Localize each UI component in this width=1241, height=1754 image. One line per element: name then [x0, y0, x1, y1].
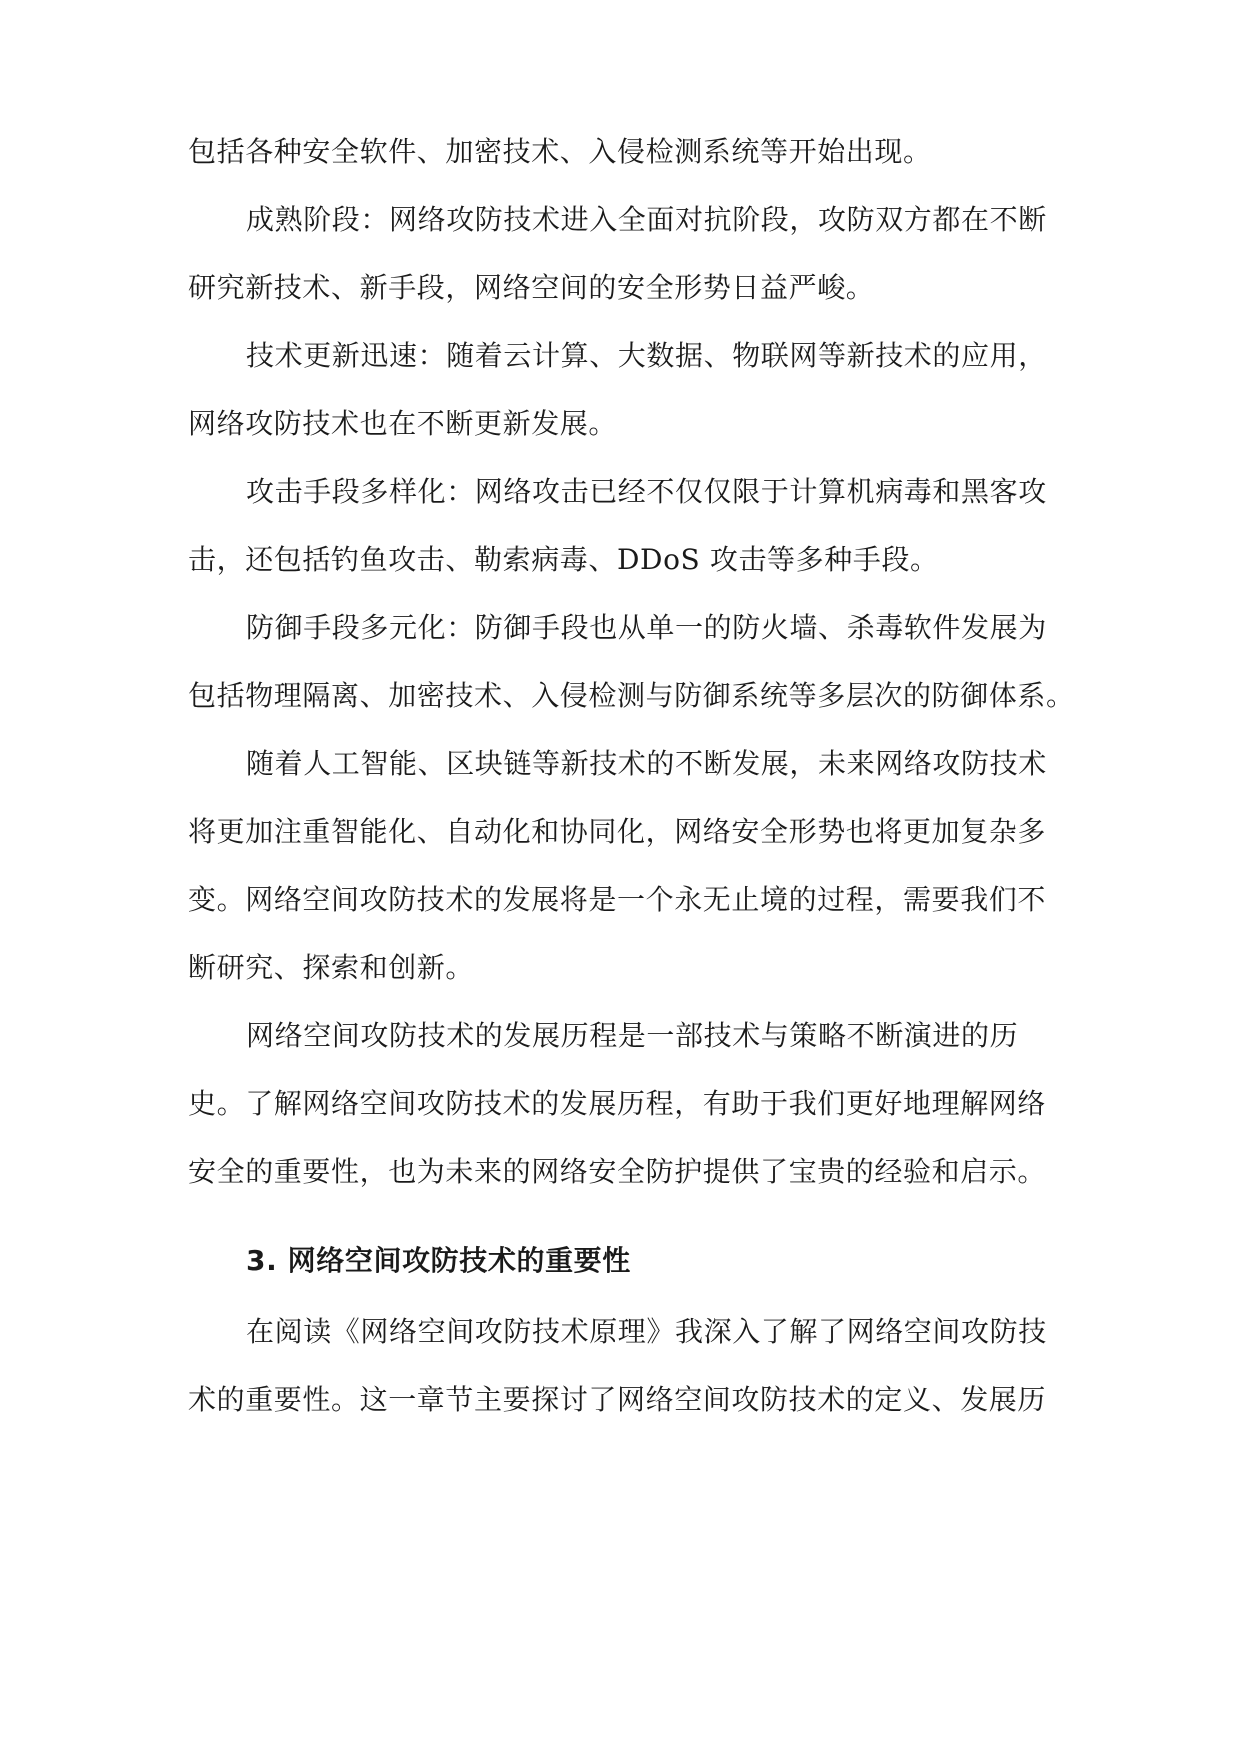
- paragraph-line: 包括物理隔离、加密技术、入侵检测与防御系统等多层次的防御体系。: [188, 679, 1075, 712]
- paragraph-line: 史。了解网络空间攻防技术的发展历程，有助于我们更好地理解网络: [188, 1087, 1047, 1120]
- paragraph-line: 击，还包括钓鱼攻击、勒索病毒、DDoS 攻击等多种手段。: [188, 543, 939, 576]
- paragraph-line: 包括各种安全软件、加密技术、入侵检测系统等开始出现。: [188, 135, 932, 168]
- paragraph-line: 术的重要性。这一章节主要探讨了网络空间攻防技术的定义、发展历: [188, 1383, 1047, 1416]
- paragraph-line: 技术更新迅速：随着云计算、大数据、物联网等新技术的应用，: [246, 339, 1047, 372]
- section-heading: 3. 网络空间攻防技术的重要性: [246, 1244, 631, 1277]
- paragraph-line: 网络空间攻防技术的发展历程是一部技术与策略不断演进的历: [246, 1019, 1019, 1052]
- paragraph-line: 攻击手段多样化：网络攻击已经不仅仅限于计算机病毒和黑客攻: [246, 475, 1047, 508]
- paragraph-line: 网络攻防技术也在不断更新发展。: [188, 407, 618, 440]
- paragraph-line: 防御手段多元化：防御手段也从单一的防火墙、杀毒软件发展为: [246, 611, 1047, 644]
- paragraph-line: 变。网络空间攻防技术的发展将是一个永无止境的过程，需要我们不: [188, 883, 1047, 916]
- paragraph-line: 在阅读《网络空间攻防技术原理》我深入了解了网络空间攻防技: [246, 1315, 1047, 1348]
- paragraph-line: 将更加注重智能化、自动化和协同化，网络安全形势也将更加复杂多: [188, 815, 1047, 848]
- paragraph-line: 安全的重要性，也为未来的网络安全防护提供了宝贵的经验和启示。: [188, 1155, 1047, 1188]
- paragraph-line: 断研究、探索和创新。: [188, 951, 475, 984]
- paragraph-line: 研究新技术、新手段，网络空间的安全形势日益严峻。: [188, 271, 875, 304]
- paragraph-line: 成熟阶段：网络攻防技术进入全面对抗阶段，攻防双方都在不断: [246, 203, 1047, 236]
- paragraph-line: 随着人工智能、区块链等新技术的不断发展，未来网络攻防技术: [246, 747, 1047, 780]
